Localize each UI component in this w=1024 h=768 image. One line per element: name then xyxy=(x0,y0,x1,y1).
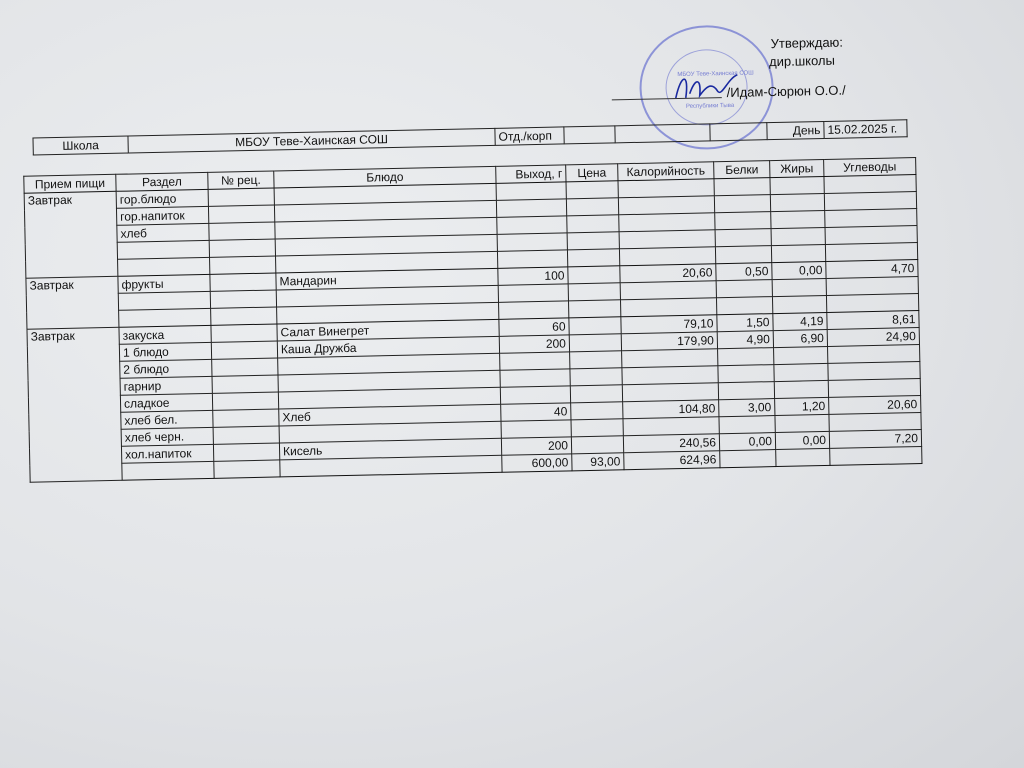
protein-cell xyxy=(716,297,772,315)
calories-cell: 240,56 xyxy=(623,434,719,453)
carbs-cell: 7,20 xyxy=(829,430,921,449)
price-cell xyxy=(568,283,620,301)
protein-cell xyxy=(715,229,771,247)
output-cell xyxy=(500,352,570,370)
recipe-cell xyxy=(212,375,278,393)
recipe-cell xyxy=(214,460,280,478)
protein-cell: 0,00 xyxy=(719,433,775,451)
approval-title: Утверждаю: xyxy=(770,34,844,52)
section-cell: хол.напиток xyxy=(121,444,213,463)
recipe-cell xyxy=(211,307,277,325)
price-cell xyxy=(571,419,623,437)
col-fat: Жиры xyxy=(770,159,824,177)
output-cell xyxy=(497,250,567,268)
price-cell xyxy=(567,249,619,267)
carbs-cell xyxy=(826,294,918,313)
protein-cell xyxy=(719,416,775,434)
fat-cell: 1,20 xyxy=(775,397,829,415)
calories-cell xyxy=(619,247,715,266)
protein-cell xyxy=(714,195,770,213)
calories-cell xyxy=(618,179,714,198)
carbs-cell xyxy=(829,413,921,432)
fat-cell: 4,19 xyxy=(773,312,827,330)
recipe-cell xyxy=(211,341,277,359)
fat-cell xyxy=(774,363,828,381)
protein-cell xyxy=(718,382,774,400)
section-cell: гор.напиток xyxy=(116,206,208,225)
calories-cell: 104,80 xyxy=(623,400,719,419)
recipe-cell xyxy=(212,392,278,410)
col-carbs: Углеводы xyxy=(824,158,916,177)
menu-document xyxy=(10,1,951,540)
calories-cell xyxy=(620,281,716,300)
protein-cell xyxy=(718,365,774,383)
protein-cell xyxy=(715,246,771,264)
price-cell: 93,00 xyxy=(572,453,624,471)
recipe-cell xyxy=(210,256,276,274)
recipe-cell xyxy=(213,426,279,444)
col-protein: Белки xyxy=(714,161,770,179)
fat-cell xyxy=(772,295,826,313)
calories-cell: 20,60 xyxy=(620,264,716,283)
output-cell xyxy=(499,301,569,319)
fat-cell: 0,00 xyxy=(775,431,829,449)
section-cell xyxy=(118,291,210,310)
section-cell: сладкое xyxy=(120,393,212,412)
section-cell: гор.блюдо xyxy=(116,189,208,208)
dish-cell: Хлеб xyxy=(279,404,501,426)
output-cell: 200 xyxy=(499,335,569,353)
calories-cell xyxy=(622,383,718,402)
carbs-cell xyxy=(825,243,917,262)
approval-block xyxy=(610,31,932,118)
calories-cell xyxy=(619,230,715,249)
fat-cell: 0,00 xyxy=(772,261,826,279)
approval-position: дир.школы xyxy=(768,52,836,70)
output-cell: 100 xyxy=(498,267,568,285)
signature-line xyxy=(612,97,722,100)
dept-label: Отд./корп xyxy=(495,127,564,145)
recipe-cell xyxy=(209,239,275,257)
protein-cell: 0,50 xyxy=(716,263,772,281)
col-dish: Блюдо xyxy=(274,166,496,188)
price-cell xyxy=(570,368,622,386)
dish-cell xyxy=(280,455,502,477)
col-recipe: № рец. xyxy=(208,171,274,189)
price-cell xyxy=(570,351,622,369)
col-meal: Прием пищи xyxy=(24,174,116,193)
fat-cell xyxy=(774,380,828,398)
col-output: Выход, г xyxy=(496,165,566,183)
price-cell xyxy=(569,300,621,318)
school-label: Школа xyxy=(33,136,128,155)
col-price: Цена xyxy=(566,164,618,182)
col-section: Раздел xyxy=(116,172,208,191)
protein-cell: 4,90 xyxy=(717,331,773,349)
meal-cell: Завтрак xyxy=(24,191,118,278)
school-header-table xyxy=(32,119,907,155)
section-cell xyxy=(118,257,210,276)
section-cell xyxy=(117,240,209,259)
carbs-cell xyxy=(825,226,917,245)
price-cell xyxy=(571,436,623,454)
price-cell xyxy=(567,215,619,233)
fat-cell xyxy=(776,448,830,466)
section-cell: гарнир xyxy=(120,376,212,395)
price-cell xyxy=(566,181,618,199)
carbs-cell xyxy=(826,277,918,296)
price-cell xyxy=(571,402,623,420)
col-calories: Калорийность xyxy=(618,162,714,181)
blank-cell xyxy=(710,123,767,141)
carbs-cell: 24,90 xyxy=(827,328,919,347)
output-cell xyxy=(497,216,567,234)
recipe-cell xyxy=(213,443,279,461)
price-cell xyxy=(566,198,618,216)
output-cell xyxy=(498,284,568,302)
fat-cell xyxy=(770,193,824,211)
protein-cell xyxy=(715,212,771,230)
stamp-ring-text: МБОУ Теве-Хаинская СОШ xyxy=(677,70,754,79)
fat-cell xyxy=(771,244,825,262)
price-cell xyxy=(567,232,619,250)
output-cell: 60 xyxy=(499,318,569,336)
output-cell xyxy=(500,369,570,387)
price-cell xyxy=(569,317,621,335)
recipe-cell xyxy=(210,273,276,291)
carbs-cell xyxy=(830,447,922,466)
fat-cell xyxy=(774,346,828,364)
section-cell: хлеб черн. xyxy=(121,427,213,446)
day-label: День xyxy=(767,121,824,139)
fat-cell xyxy=(775,414,829,432)
output-cell xyxy=(496,199,566,217)
calories-cell xyxy=(622,366,718,385)
dish-cell: Мандарин xyxy=(276,268,498,290)
section-cell: 2 блюдо xyxy=(120,359,212,378)
calories-cell: 79,10 xyxy=(621,315,717,334)
recipe-cell xyxy=(209,222,275,240)
menu-table xyxy=(23,157,922,483)
section-cell: хлеб бел. xyxy=(121,410,213,429)
protein-cell xyxy=(716,280,772,298)
price-cell xyxy=(568,266,620,284)
carbs-cell xyxy=(828,362,920,381)
carbs-cell: 8,61 xyxy=(827,311,919,330)
school-name: МБОУ Теве-Хаинская СОШ xyxy=(128,128,495,153)
dish-cell: Каша Дружба xyxy=(277,336,499,358)
carbs-cell: 4,70 xyxy=(826,260,918,279)
fat-cell: 6,90 xyxy=(773,329,827,347)
date-value: 15.02.2025 г. xyxy=(824,120,907,139)
calories-cell xyxy=(620,298,716,317)
calories-cell xyxy=(618,196,714,215)
approval-name: /Идам-Сюрюн О.О./ xyxy=(726,82,846,101)
carbs-cell xyxy=(825,209,917,228)
price-cell xyxy=(570,385,622,403)
protein-cell xyxy=(720,450,776,468)
recipe-cell xyxy=(211,324,277,342)
carbs-cell: 20,60 xyxy=(829,396,921,415)
output-cell xyxy=(496,182,566,200)
recipe-cell xyxy=(208,205,274,223)
output-cell: 40 xyxy=(501,403,571,421)
protein-cell: 3,00 xyxy=(719,399,775,417)
blank-cell xyxy=(615,124,710,143)
dept-value xyxy=(564,126,615,144)
section-cell: 1 блюдо xyxy=(119,342,211,361)
recipe-cell xyxy=(208,188,274,206)
calories-cell xyxy=(619,213,715,232)
output-cell xyxy=(501,420,571,438)
protein-cell: 1,50 xyxy=(717,314,773,332)
output-cell: 600,00 xyxy=(502,454,572,472)
recipe-cell xyxy=(210,290,276,308)
carbs-cell xyxy=(824,192,916,211)
fat-cell xyxy=(771,210,825,228)
recipe-cell xyxy=(212,358,278,376)
protein-cell xyxy=(718,348,774,366)
carbs-cell xyxy=(824,175,916,194)
price-cell xyxy=(569,334,621,352)
meal-cell: Завтрак xyxy=(26,276,119,329)
fat-cell xyxy=(772,278,826,296)
output-cell: 200 xyxy=(501,437,571,455)
section-cell: фрукты xyxy=(118,274,210,293)
stamp-center-text: Республики Тыва xyxy=(685,102,735,110)
protein-cell xyxy=(714,178,770,196)
calories-cell xyxy=(622,349,718,368)
calories-cell xyxy=(623,417,719,436)
dish-cell: Кисель xyxy=(279,438,501,460)
carbs-cell xyxy=(828,379,920,398)
section-cell xyxy=(122,461,214,480)
section-cell: закуска xyxy=(119,325,211,344)
recipe-cell xyxy=(213,409,279,427)
meal-cell: Завтрак xyxy=(27,327,122,482)
section-cell: хлеб xyxy=(117,223,209,242)
calories-cell: 179,90 xyxy=(621,332,717,351)
output-cell xyxy=(497,233,567,251)
calories-cell: 624,96 xyxy=(624,451,720,470)
dish-cell: Салат Винегрет xyxy=(277,319,499,341)
fat-cell xyxy=(770,176,824,194)
output-cell xyxy=(500,386,570,404)
carbs-cell xyxy=(828,345,920,364)
fat-cell xyxy=(771,227,825,245)
section-cell xyxy=(119,308,211,327)
